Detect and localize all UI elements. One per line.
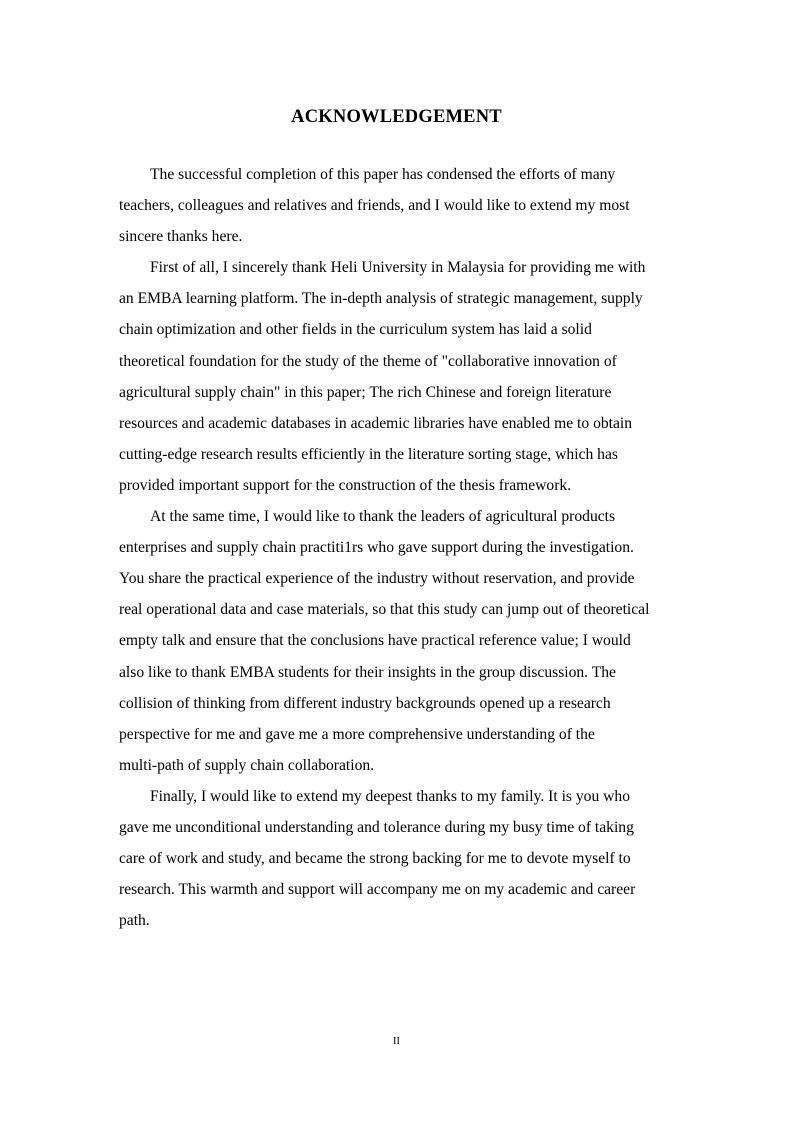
- page-number: II: [393, 1036, 400, 1047]
- paragraph-4-line-4: research. This warmth and support will accompany me on my academic and career: [119, 881, 636, 899]
- paragraph-2-line-4: theoretical foundation for the study of the theme of "collaborative innovation of: [119, 352, 617, 370]
- paragraph-4-line-2: gave me unconditional understanding and tolerance during my busy time of taking: [119, 818, 634, 836]
- paragraph-3-line-3: You share the practical experience of the industry without reservation, and provide: [119, 570, 635, 588]
- paragraph-3-line-4: real operational data and case materials, so that this study can jump out of theoretical: [119, 601, 650, 619]
- page-title: ACKNOWLEDGEMENT: [291, 107, 502, 127]
- paragraph-1-line-2: teachers, colleagues and relatives and friends, and I would like to extend my most: [119, 197, 630, 215]
- paragraph-3-line-2: enterprises and supply chain practiti1rs who gave support during the investigation.: [119, 539, 634, 557]
- paragraph-2-line-1: First of all, I sincerely thank Heli University in Malaysia for providing me with: [150, 259, 646, 277]
- acknowledgement-body: [119, 159, 669, 936]
- paragraph-3-line-1: At the same time, I would like to thank the leaders of agricultural products: [150, 508, 616, 526]
- paragraph-3-line-9: multi-path of supply chain collaboration.: [119, 756, 375, 774]
- paragraph-2-line-8: provided important support for the construction of the thesis framework.: [119, 476, 572, 494]
- paragraph-2-line-5: agricultural supply chain" in this paper; The rich Chinese and foreign literature: [119, 383, 612, 401]
- paragraph-3-line-7: collision of thinking from different industry backgrounds opened up a research: [119, 694, 611, 712]
- paragraph-2-line-6: resources and academic databases in academic libraries have enabled me to obtain: [119, 414, 633, 432]
- paragraph-3-line-6: also like to thank EMBA students for their insights in the group discussion. The: [119, 663, 616, 681]
- paragraph-2-line-2: an EMBA learning platform. The in-depth analysis of strategic management, supply: [119, 290, 643, 308]
- paragraph-2-line-3: chain optimization and other fields in the curriculum system has laid a solid: [119, 321, 592, 339]
- paragraph-1-line-1: The successful completion of this paper has condensed the efforts of many: [150, 166, 616, 183]
- paragraph-4-line-1: Finally, I would like to extend my deepest thanks to my family. It is you who: [150, 787, 631, 805]
- paragraph-2-line-7: cutting-edge research results efficiently in the literature sorting stage, which has: [119, 445, 618, 463]
- paragraph-4-line-3: care of work and study, and became the strong backing for me to devote myself to: [119, 850, 631, 868]
- paragraph-1-line-3: sincere thanks here.: [119, 228, 243, 246]
- paragraph-3-line-5: empty talk and ensure that the conclusions have practical reference value; I would: [119, 632, 631, 650]
- paragraph-4-line-5: path.: [119, 912, 150, 930]
- paragraph-3-line-8: perspective for me and gave me a more comprehensive understanding of the: [119, 725, 595, 743]
